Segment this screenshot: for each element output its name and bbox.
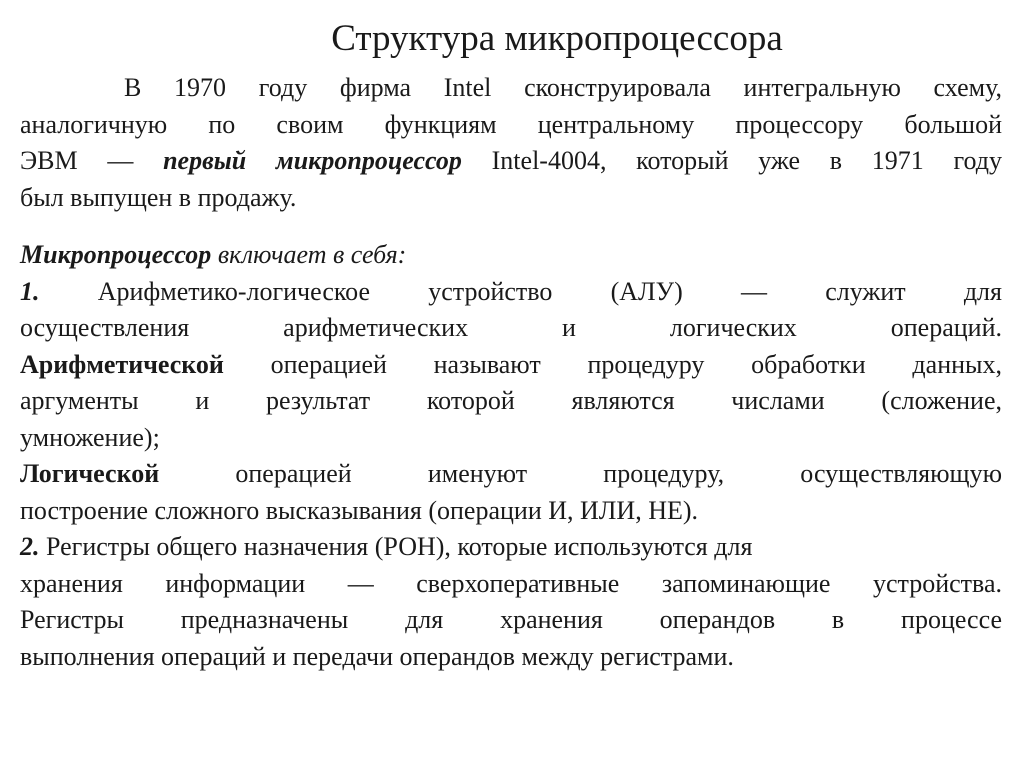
intro-line-3-end: Intel-4004, который уже в 1971 году	[461, 146, 1003, 175]
logical-term: Логической	[20, 459, 160, 488]
list-item-alu	[20, 274, 1002, 530]
item2-line-2: хранения информации — сверхоперативные запоминающие устройства.	[20, 568, 1002, 598]
intro-paragraph	[20, 70, 1002, 216]
item1-line-4: аргументы и результат которой являются числами (сложение,	[20, 386, 1002, 415]
paragraph-gap	[20, 216, 1002, 237]
item1-line-3-text: операцией называют процедуру обработки данных,	[223, 349, 1002, 379]
intro-line-4: был выпущен в продажу.	[20, 182, 297, 212]
item1-line-1-text: Арифметико-логическое устройство (АЛУ) — служит для	[39, 276, 1002, 306]
includes-line	[20, 237, 1002, 274]
item1-number: 1.	[20, 276, 40, 306]
includes-heading	[20, 237, 1002, 274]
item1-line-2: осуществления арифметических и логических операций.	[20, 313, 1002, 342]
arithmetic-term: Арифметической	[20, 349, 224, 379]
includes-term: Микропроцессор	[20, 240, 212, 269]
item1-line-7: построение сложного высказывания (операции И, ИЛИ, НЕ).	[20, 495, 699, 525]
first-microprocessor-term: первый микропроцессор	[163, 146, 462, 175]
item1-line-6-text: операцией именуют процедуру, осуществляющую	[159, 459, 1002, 488]
slide-title: Структура микропроцессора	[331, 18, 783, 59]
item2-line-1-text: Регистры общего назначения (РОН), которые используются для	[39, 532, 753, 561]
intro-line-3-start: ЭВМ —	[20, 146, 164, 175]
intro-line-1: В 1970 году фирма Intel сконструировала интегральную схему,	[124, 73, 1002, 102]
item1-line-5: умножение);	[20, 422, 160, 452]
item1-line-1	[20, 274, 1002, 311]
slide-body	[20, 70, 1002, 675]
item1-line-3	[20, 347, 1002, 384]
includes-rest: включает в себя:	[211, 240, 407, 269]
item2-line-3: Регистры предназначены для хранения операндов в процессе	[20, 605, 1002, 634]
item1-line-6	[20, 456, 1002, 493]
item2-line-4: выполнения операций и передачи операндов между регистрами.	[20, 641, 734, 671]
item2-line-1	[20, 529, 1002, 566]
intro-line-2: аналогичную по своим функциям центральному процессору большой	[20, 109, 1002, 139]
item2-number: 2.	[20, 532, 40, 561]
list-item-registers	[20, 529, 1002, 675]
intro-line-3	[20, 143, 1002, 180]
